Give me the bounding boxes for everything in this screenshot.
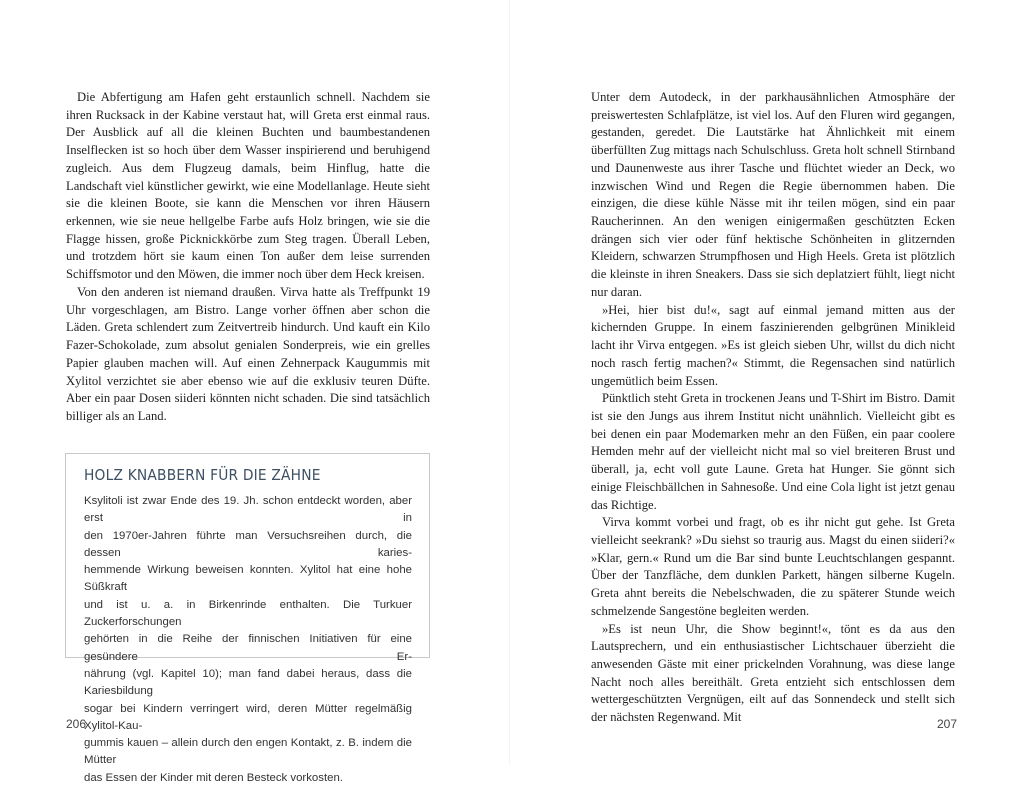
info-box-line: und ist u. a. in Birkenrinde enthalten. Die Turkuer Zuckerforschungen	[84, 598, 412, 629]
paragraph: »Hei, hier bist du!«, sagt auf einmal jemand mitten aus der kichernden Gruppe. In einem faszinierenden gelbgrünen Minikleid lacht ihr Virva entgegen. »Es ist gleich sieben Uhr, willst du dich nicht noch rasch fertig machen?« Stimmt, die Regensachen sind natürlich ungemütlich beim Essen.	[591, 302, 955, 388]
page-number-right: 207	[937, 717, 958, 731]
paragraph: Virva kommt vorbei und fragt, ob es ihr nicht gut gehe. Ist Greta vielleicht seekrank? »Du siehst so traurig aus. Magst du einen siideri?« »Klar, gern.« Rund um die Bar sind bunte Leuchtschlangen gespannt. Über der Tanzfläche, dem dunklen Parkett, hängen silberne Kugeln. Greta ahnt bereits die Nebelschwaden, die zu späterer Stunde weich schmelzende Sangestöne begleiten werden.	[591, 515, 955, 618]
info-box-line: hemmende Wirkung beweisen konnten. Xylitol hat eine hohe Süßkraft	[84, 564, 412, 594]
paragraph: »Es ist neun Uhr, die Show beginnt!«, tönt es da aus den Lautsprechern, und ein enthusiastischer Lichtschauer überzieht die anwesenden Gäste mit einer prickelnden Vorahnung, was diese lange Nacht noch alles bereithält. Greta entzieht sich entschlossen dem wettergeschützten Vergnügen, eilt auf das Sonnendeck und stellt sich der nächsten Regenwand. Mit	[591, 621, 955, 725]
info-box-title: HOLZ KNABBERN FÜR DIE ZÄHNE	[84, 466, 321, 484]
right-page-text	[591, 89, 955, 727]
info-box-line: gummis kauen – allein durch den engen Kontakt, z. B. indem die Mütter	[84, 737, 412, 767]
info-box-line: nährung (vgl. Kapitel 10); man fand dabei heraus, dass die Kariesbildung	[84, 667, 412, 698]
info-box-body	[84, 493, 412, 787]
paragraph: Unter dem Autodeck, in der parkhausähnlichen Atmosphäre der preiswertesten Schlafplätze, ist viel los. Auf den Fluren wird gegangen, gestanden, geredet. Die Lautstärke hat Ähnlichkeit mit einem überfüllten Zug mittags nach Schulschluss. Greta holt schnell Stirnband und Daunenweste aus ihrer Tasche und flüchtet wieder an Deck, wo inzwischen Wind und Regen die Regie übernommen haben. Die einzigen, die diese kühle Nässe mit ihr teilen mögen, sind ein paar Raucherinnen. An den wenigen einigermaßen geschützten Ecken drängen sich vier oder fünf hektische Schönheiten in glitzernden Kleidern, schwarzen Strumpfhosen und High Heels. Greta ist plötzlich die kleinste in ihren Sneakers. Dass sie sich deplatziert fühlt, liegt nicht nur daran.	[591, 90, 955, 299]
paragraph: Pünktlich steht Greta in trockenen Jeans und T-Shirt im Bistro. Damit ist sie den Jungs aus ihrem Institut nicht unähnlich. Vielleicht gibt es bei denen ein paar Modemarken mehr an den Füßen, ein paar coolere Hemden mehr auf der vielleicht nicht mal so viel breiteren Brust und überall, ja, echt voll gute Laune. Greta hat Hunger. Sie gönnt sich einige Fleischbällchen in Sahnesoße. Und eine Cola light ist jetzt genau das Richtige.	[591, 391, 955, 512]
paragraph: Von den anderen ist niemand draußen. Virva hatte als Treffpunkt 19 Uhr vorgeschlagen, am Bistro. Lange vorher öffnen aber schon die Läden. Greta schlendert zum Zeitvertreib hindurch. Und kauft ein Kilo Fazer-Schokolade, zum absolut genialen Sonderpreis, wie ein grelles Papier glauben machen will. Auf einen Zehnerpack Kaugummis mit Xylitol verzichtet sie aber ebenso wie auf die exklusiv teuren Düfte. Aber ein paar Dosen siideri könnten nicht schaden. Die sind tatsächlich billiger als an Land.	[66, 284, 430, 423]
info-box-line: das Essen der Kinder mit deren Besteck vorkosten.	[84, 771, 343, 784]
page-number-left: 206	[66, 717, 87, 731]
paragraph: Die Abfertigung am Hafen geht erstaunlich schnell. Nachdem sie ihren Rucksack in der Kabine verstaut hat, will Greta erst einmal raus. Der Ausblick auf all die kleinen Buchten und baumbestandenen Inselflecken ist so hoch über dem Wasser inspirierend und beruhigend zugleich. Aus dem Flugzeug damals, beim Hinflug, hatte die Landschaft viel künstlicher gewirkt, wie eine Modellanlage. Heute sieht sie die kleinen Boote, sie kann die Menschen vor ihren Häusern erkennen, wie sie neue hellgelbe Farbe aufs Holz bringen, wie sie die Flagge hissen, große Picknickkörbe zum Steg tragen. Überall Leben, und trotzdem hört sie kaum einen Ton außer dem leise surrenden Schiffsmotor und den Möwen, die immer noch über dem Heck kreisen.	[66, 90, 430, 282]
info-box-line: gehörten in die Reihe der finnischen Initiativen für eine gesündere Er-	[84, 633, 412, 663]
info-box-line: Ksylitoli ist zwar Ende des 19. Jh. schon entdeckt worden, aber erst in	[84, 495, 412, 525]
book-gutter	[509, 0, 510, 765]
info-box-line: den 1970er-Jahren führte man Versuchsreihen durch, die dessen karies-	[84, 529, 412, 559]
left-page-text	[66, 89, 430, 426]
info-box-line: sogar bei Kindern verringert wird, deren Mütter regelmäßig Xylitol-Kau-	[84, 702, 412, 732]
